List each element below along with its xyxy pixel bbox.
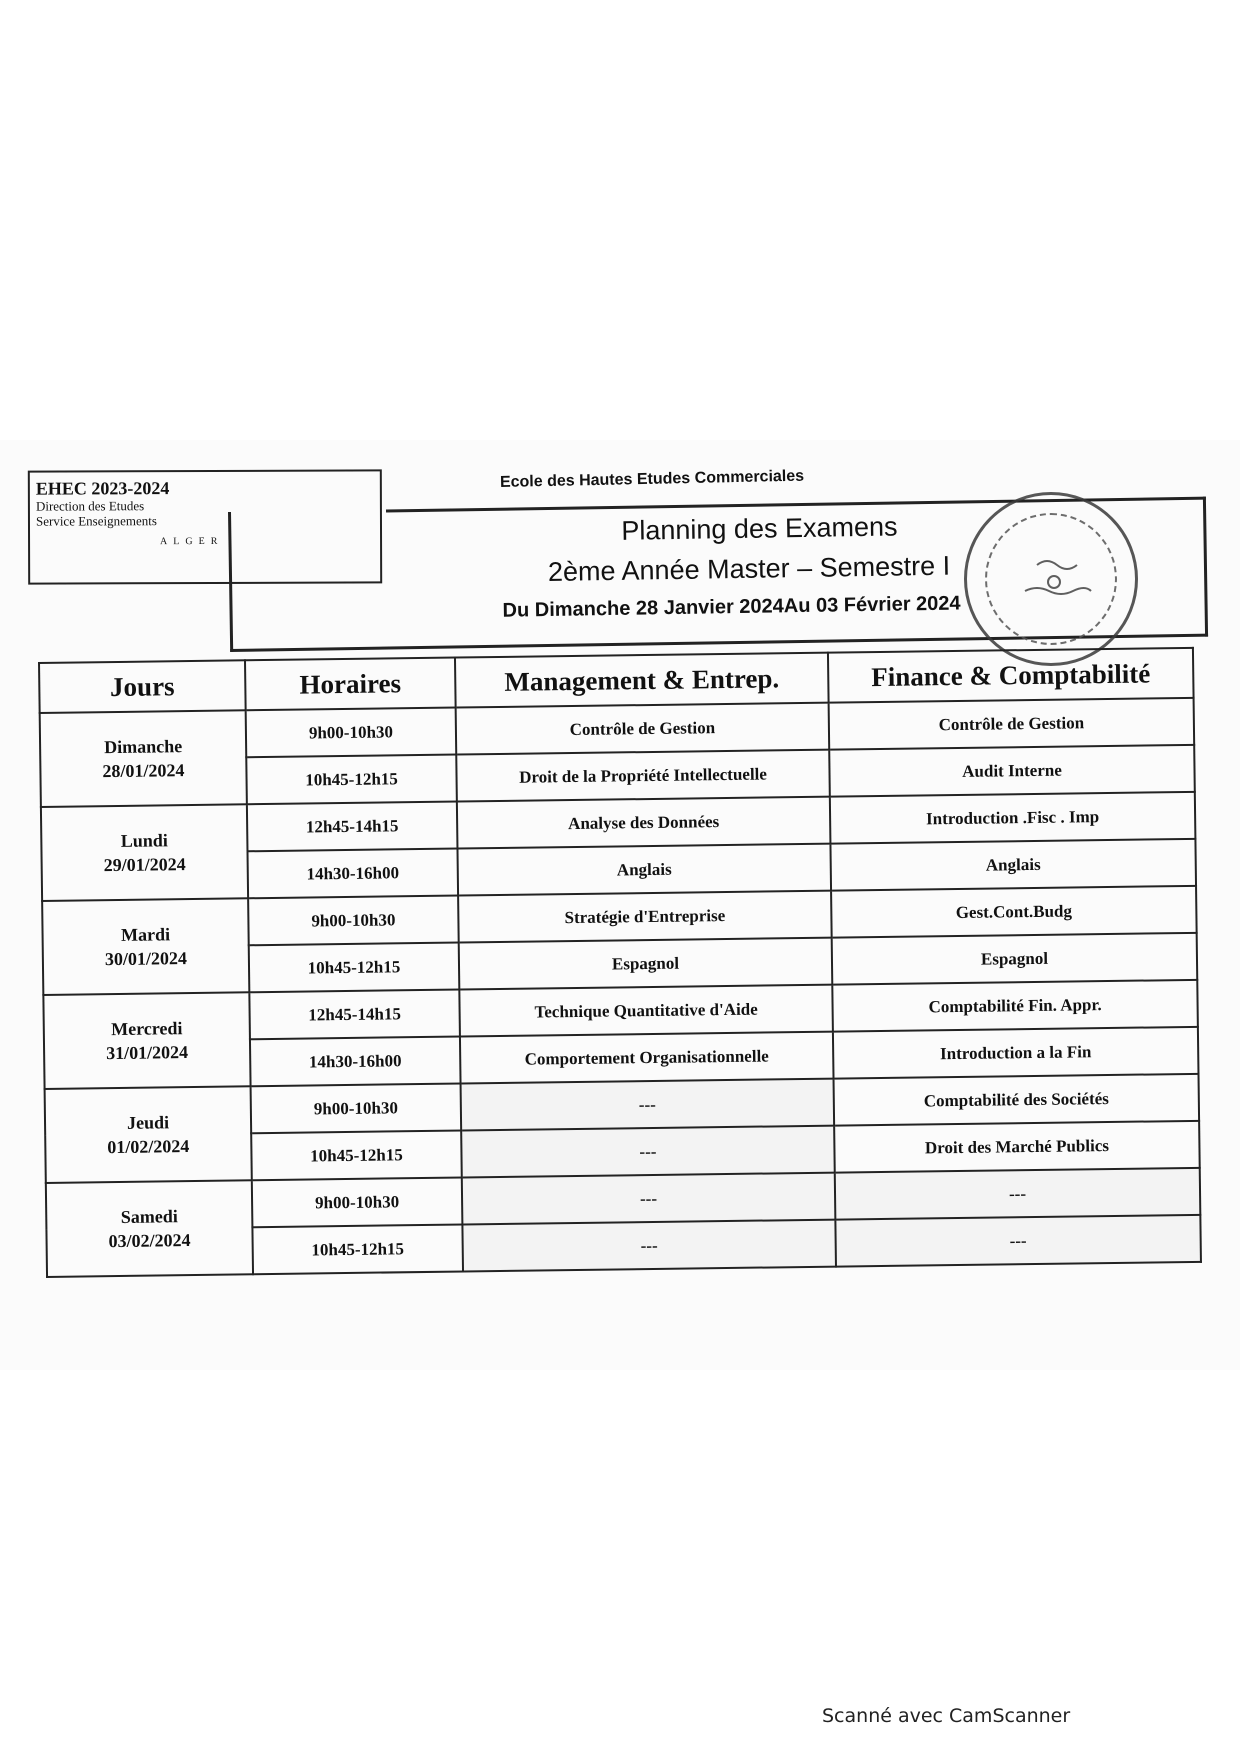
- reference-service: Service Enseignements: [35, 513, 157, 529]
- finance-cell: Introduction a la Fin: [833, 1027, 1199, 1079]
- finance-cell: Gest.Cont.Budg: [831, 886, 1197, 938]
- time-cell: 12h45-14h15: [249, 990, 460, 1040]
- management-cell: ---: [461, 1079, 835, 1131]
- page-subtitle: 2ème Année Master – Semestre I: [547, 550, 951, 587]
- day-cell: [40, 710, 247, 807]
- management-cell: Espagnol: [459, 938, 833, 990]
- reference-direction: Direction des Etudes: [35, 498, 145, 514]
- time-cell: 9h00-10h30: [246, 708, 457, 758]
- finance-cell: Audit Interne: [829, 745, 1195, 797]
- time-cell: 10h45-12h15: [252, 1224, 463, 1274]
- table-body: [40, 698, 1201, 1277]
- stamp-pattern: [967, 495, 1141, 669]
- finance-cell: ---: [835, 1168, 1201, 1220]
- day-cell: [42, 898, 249, 995]
- time-cell: 9h00-10h30: [252, 1177, 463, 1227]
- finance-cell: Contrôle de Gestion: [829, 698, 1195, 750]
- day-name: Mardi: [120, 924, 171, 945]
- finance-cell: Introduction .Fisc . Imp: [830, 792, 1196, 844]
- page-title: Planning des Examens: [621, 511, 898, 546]
- time-cell: 10h45-12h15: [251, 1131, 462, 1181]
- day-name: Lundi: [120, 830, 168, 851]
- day-date: 01/02/2024: [107, 1136, 190, 1158]
- day-date: 29/01/2024: [103, 854, 186, 876]
- day-cell: [45, 1086, 252, 1183]
- management-cell: Droit de la Propriété Intellectuelle: [456, 750, 830, 802]
- finance-cell: Comptabilité des Sociétés: [834, 1074, 1200, 1126]
- header-finance: Finance & Comptabilité: [828, 648, 1194, 703]
- finance-cell: Espagnol: [832, 933, 1198, 985]
- day-date: 30/01/2024: [104, 948, 188, 970]
- management-cell: Contrôle de Gestion: [456, 703, 830, 755]
- day-name: Jeudi: [126, 1112, 170, 1133]
- time-cell: 14h30-16h00: [250, 1037, 461, 1087]
- day-date: 03/02/2024: [108, 1230, 191, 1252]
- exam-schedule-table-wrapper: [38, 647, 1200, 1278]
- time-cell: 12h45-14h15: [247, 802, 458, 852]
- exam-schedule-table: [38, 647, 1202, 1278]
- management-cell: ---: [462, 1173, 836, 1225]
- reference-city: ALGER: [160, 535, 224, 548]
- finance-cell: ---: [835, 1215, 1201, 1267]
- day-cell: [46, 1180, 253, 1277]
- time-cell: 10h45-12h15: [246, 755, 457, 805]
- time-cell: 14h30-16h00: [247, 849, 458, 899]
- finance-cell: Droit des Marché Publics: [834, 1121, 1200, 1173]
- time-cell: 10h45-12h15: [249, 943, 460, 993]
- management-cell: ---: [461, 1126, 835, 1178]
- header-horaires: Horaires: [245, 658, 456, 711]
- management-cell: ---: [462, 1220, 836, 1272]
- reference-year: EHEC 2023-2024: [35, 478, 170, 499]
- day-cell: [43, 992, 250, 1089]
- header-management: Management & Entrep.: [455, 653, 829, 708]
- time-cell: 9h00-10h30: [248, 896, 459, 946]
- day-name: Dimanche: [103, 736, 183, 758]
- day-date: 31/01/2024: [105, 1042, 189, 1064]
- management-cell: Stratégie d'Entreprise: [458, 891, 832, 943]
- management-cell: Anglais: [457, 844, 831, 896]
- time-cell: 9h00-10h30: [251, 1084, 462, 1134]
- day-name: Samedi: [120, 1206, 178, 1227]
- scanner-footer: Scanné avec CamScanner: [822, 1705, 1071, 1727]
- day-date: 28/01/2024: [102, 760, 185, 782]
- management-cell: Analyse des Données: [457, 797, 831, 849]
- day-cell: [41, 804, 248, 901]
- school-name: Ecole des Hautes Etudes Commerciales: [499, 467, 805, 491]
- exam-period: Du Dimanche 28 Janvier 2024Au 03 Février 2024: [502, 592, 961, 622]
- header-jours: Jours: [39, 660, 246, 713]
- official-stamp-icon: [964, 492, 1138, 666]
- finance-cell: Comptabilité Fin. Appr.: [832, 980, 1198, 1032]
- management-cell: Technique Quantitative d'Aide: [459, 985, 833, 1037]
- day-name: Mercredi: [111, 1018, 183, 1040]
- management-cell: Comportement Organisationnelle: [460, 1032, 834, 1084]
- finance-cell: Anglais: [830, 839, 1196, 891]
